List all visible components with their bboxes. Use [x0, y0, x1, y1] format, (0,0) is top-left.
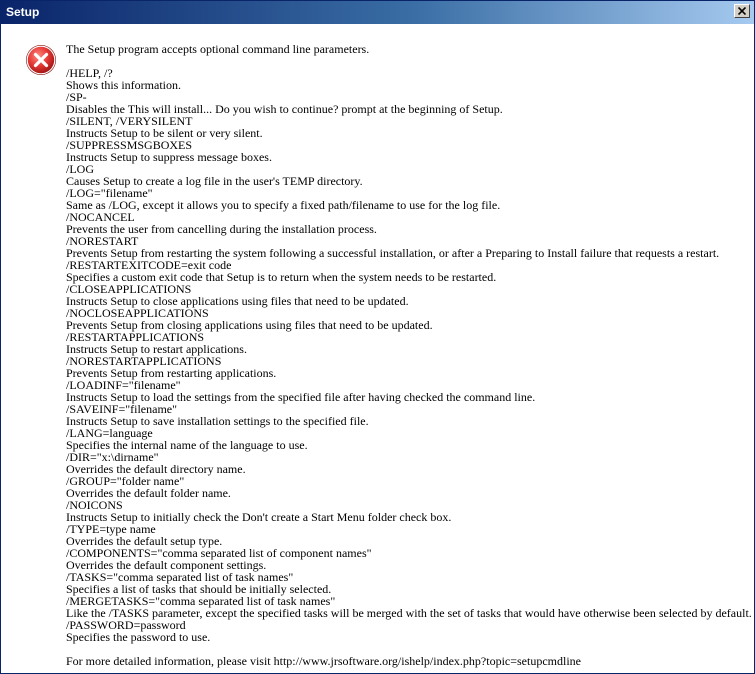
parameter-line: /SP- [66, 90, 87, 104]
parameter-list [66, 66, 752, 644]
parameter-line: /NORESTART [66, 234, 139, 248]
parameter-line: /COMPONENTS="comma separated list of component names" [66, 546, 372, 560]
parameter-line: /NOICONS [66, 498, 123, 512]
parameter-line: Overrides the default directory name. [66, 462, 246, 476]
parameter-line: Prevents Setup from restarting applications. [66, 366, 277, 380]
parameter-line: /SAVEINF="filename" [66, 402, 177, 416]
parameter-line: /LOG [66, 162, 94, 176]
title-bar[interactable] [1, 1, 754, 24]
parameter-line: Instructs Setup to suppress message boxes. [66, 150, 272, 164]
parameter-line: /NORESTARTAPPLICATIONS [66, 354, 222, 368]
parameter-line: Overrides the default setup type. [66, 534, 223, 548]
window-title: Setup [6, 5, 40, 19]
close-icon [738, 7, 746, 15]
parameter-line: Disables the This will install... Do you wish to continue? prompt at the beginning of Setup. [66, 102, 503, 116]
parameter-line: /RESTARTEXITCODE=exit code [66, 258, 232, 272]
parameter-line: Overrides the default component settings. [66, 558, 267, 572]
parameter-line: /TASKS="comma separated list of task names" [66, 570, 294, 584]
parameter-line: /RESTARTAPPLICATIONS [66, 330, 205, 344]
parameter-line: Same as /LOG, except it allows you to specify a fixed path/filename to use for the log file. [66, 198, 501, 212]
message-text [66, 42, 752, 668]
close-button[interactable] [734, 4, 750, 18]
parameter-line: /LOADINF="filename" [66, 378, 181, 392]
error-icon [25, 44, 57, 76]
parameter-line: /HELP, /? [66, 66, 113, 80]
parameter-line: Instructs Setup to be silent or very silent. [66, 126, 263, 140]
parameter-line: Instructs Setup to close applications using files that need to be updated. [66, 294, 409, 308]
parameter-line: Specifies a list of tasks that should be initially selected. [66, 582, 332, 596]
parameter-line: /LANG=language [66, 426, 153, 440]
parameter-line: /SILENT, /VERYSILENT [66, 114, 193, 128]
parameter-line: Specifies the internal name of the language to use. [66, 438, 308, 452]
parameter-line: Instructs Setup to restart applications. [66, 342, 247, 356]
parameter-line: /TYPE=type name [66, 522, 156, 536]
parameter-line: Prevents Setup from restarting the system following a successful installation, or after a Preparing to Install failure that requests a restart. [66, 246, 720, 260]
parameter-line: Instructs Setup to initially check the Don't create a Start Menu folder check box. [66, 510, 452, 524]
parameter-line: Shows this information. [66, 78, 182, 92]
parameter-line: /DIR="x:\dirname" [66, 450, 159, 464]
parameter-line: /SUPPRESSMSGBOXES [66, 138, 193, 152]
parameter-line: Instructs Setup to load the settings from the specified file after having checked the command line. [66, 390, 536, 404]
intro-text: The Setup program accepts optional command line parameters. [66, 42, 370, 56]
parameter-line: Like the /TASKS parameter, except the specified tasks will be merged with the set of tasks that would have otherwise been selected by default. [66, 606, 752, 620]
parameter-line: /CLOSEAPPLICATIONS [66, 282, 192, 296]
parameter-line: Instructs Setup to save installation settings to the specified file. [66, 414, 369, 428]
dialog-body [1, 24, 754, 673]
parameter-line: Prevents the user from cancelling during the installation process. [66, 222, 377, 236]
parameter-line: Overrides the default folder name. [66, 486, 231, 500]
parameter-line: Prevents Setup from closing applications using files that need to be updated. [66, 318, 433, 332]
parameter-line: /MERGETASKS="comma separated list of task names" [66, 594, 336, 608]
parameter-line: Specifies the password to use. [66, 630, 211, 644]
parameter-line: /GROUP="folder name" [66, 474, 185, 488]
footer-text: For more detailed information, please visit http://www.jrsoftware.org/ishelp/index.php?topic=setupcmdline [66, 654, 581, 668]
parameter-line: /NOCANCEL [66, 210, 135, 224]
parameter-line: /LOG="filename" [66, 186, 153, 200]
parameter-line: Specifies a custom exit code that Setup is to return when the system needs to be restarted. [66, 270, 497, 284]
parameter-line: /NOCLOSEAPPLICATIONS [66, 306, 209, 320]
parameter-line: Causes Setup to create a log file in the user's TEMP directory. [66, 174, 363, 188]
parameter-line: /PASSWORD=password [66, 618, 186, 632]
